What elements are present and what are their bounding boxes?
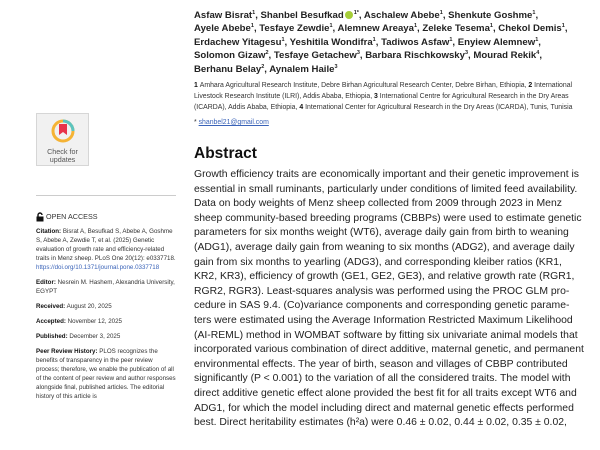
abstract-line: ADG1, for which the model including direct and maternal genetic effects performed	[194, 402, 574, 414]
author-affiliation-marker: 1	[561, 23, 565, 30]
author-name: Asfaw Bisrat	[194, 10, 253, 21]
author-name: , Tadiwos Asfaw	[375, 36, 450, 48]
editor	[36, 278, 176, 296]
peer-review-history	[36, 347, 176, 401]
email-link[interactable]: shanbel21@gmail.com	[198, 119, 269, 127]
author-affiliation-marker: 1	[413, 23, 418, 30]
citation-label: Citation:	[36, 228, 62, 235]
article-info-column	[36, 227, 176, 401]
abstract-line: cedure in SAS 9.4. (Co)variance components and corresponding genetic parame-	[194, 300, 570, 312]
author-line	[194, 9, 594, 22]
author-name: , Aynalem Haile	[264, 63, 335, 75]
author-affiliation-marker: 1*	[353, 9, 359, 16]
received-label: Received:	[36, 303, 66, 310]
author-affiliation-marker: 3	[334, 63, 338, 70]
author-name: , Barbara Rischkowsky	[359, 50, 465, 62]
author-affiliation-marker: 1	[449, 36, 453, 43]
corresponding-email	[194, 118, 594, 128]
author-name: ,	[539, 50, 543, 62]
affil-num: 3	[374, 93, 378, 101]
citation-text: Bisrat A, Besufkad S, Abebe A, Goshme S, Abebe A, Zewdie T, et al. (2025) Genetic evaluation of growth rate and efficiency-related traits in Menz sheep. PLoS One 20(12): e0337718.	[36, 228, 176, 262]
check-updates-icon	[51, 119, 75, 143]
abstract-line: KR2, KR3), efficiency of growth (GE1, GE2, GE3), and relative growth rate (RGR1,	[194, 271, 575, 283]
abstract-line: Growth efficiency traits are economically important and their genetic improvement is	[194, 169, 580, 181]
author-name: , Tesfaye Zewdie	[253, 23, 330, 35]
author-name: ,	[564, 23, 568, 35]
author-name: Ayele Abebe	[194, 23, 251, 35]
author-name: , Aschalew Abebe	[358, 10, 440, 21]
corresponding-marker: *	[194, 119, 197, 127]
peer-review-label: Peer Review History:	[36, 348, 98, 355]
author-name: , Chekol Demis	[492, 23, 562, 35]
check-updates-label: updates	[49, 154, 76, 164]
abstract-line: parameters for six months weight (WT6), average daily gain from birth to weaning	[194, 227, 569, 239]
author-name: , Mourad Rekik	[468, 50, 537, 62]
abstract-line: incorporated various combination of direct additive, maternal genetic, and permanent	[194, 344, 584, 356]
accepted-text: November 12, 2025	[67, 318, 123, 325]
author-name: , Alemnew Areaya	[332, 23, 414, 35]
affil-num: 4	[299, 104, 304, 112]
open-access-label: OPEN ACCESS	[46, 212, 98, 221]
author-name: , Zeleke Tesema	[417, 23, 490, 35]
author-name: Erdachew Yitagesu	[194, 36, 282, 48]
author-affiliation-marker: 4	[536, 50, 540, 57]
affil-text: International Livestock Research Institute (ILRI), Addis Ababa, Ethiopia,	[194, 82, 573, 101]
abstract-line: best. Direct heritability estimates (h²a) were 0.46 ± 0.02, 0.44 ± 0.02, 0.35 ± 0.02,	[194, 417, 567, 429]
abstract-line: environmental effects. The year of birth, season and villages of CBBP contributed	[194, 358, 568, 370]
author-affiliation-marker: 1	[535, 36, 539, 43]
author-affiliation-marker: 1	[329, 23, 333, 30]
open-lock-icon	[36, 212, 44, 222]
author-name: ,	[535, 10, 539, 21]
article-main-column	[194, 9, 594, 431]
editor-text: Nesrein M. Hashem, Alexandria University, EGYPT	[36, 279, 175, 295]
check-updates-label: Check for	[47, 147, 78, 156]
citation	[36, 227, 176, 272]
author-list	[194, 9, 594, 76]
abstract-line: sheep community-based breeding programs (CBBPs) were used to estimate genetic	[194, 212, 582, 224]
orcid-icon[interactable]	[345, 11, 353, 19]
published-text: December 3, 2025	[69, 333, 121, 340]
author-name: , Enyiew Alemnew	[452, 36, 536, 48]
accepted-label: Accepted:	[36, 318, 66, 325]
received-date	[36, 302, 176, 311]
author-affiliation-marker: 1	[439, 9, 443, 16]
author-name: Berhanu Belay	[194, 63, 262, 75]
author-name: , Tesfaye Getachew	[268, 50, 357, 62]
peer-review-text: PLOS recognizes the benefits of transparency in the peer review process; therefore, we enable the publication of all of the content of peer review and author responses alongside final, published articles. The editorial history of this article is	[36, 348, 176, 400]
published-label: Published:	[36, 333, 68, 340]
author-affiliation-marker: 3	[356, 50, 360, 57]
doi-link[interactable]: https://doi.org/10.1371/journal.pone.0337718	[36, 264, 160, 271]
author-affiliation-marker: 3	[464, 50, 469, 57]
author-affiliation-marker: 1	[532, 9, 536, 16]
received-text: August 20, 2025	[66, 303, 112, 310]
abstract-line: gain from six months to yearling (ADG3), and corresponding kleiber ratios (KR1,	[194, 256, 562, 268]
abstract-line: direct additive genetic effect alone provided the best fit for all traits except WT6 and	[194, 387, 577, 399]
divider	[36, 195, 176, 196]
author-affiliation-marker: 1	[489, 23, 493, 30]
open-access	[36, 212, 98, 222]
abstract-body	[194, 168, 594, 431]
author-line	[194, 49, 594, 62]
author-name: , Shanbel Besufkad	[255, 10, 344, 21]
author-affiliation-marker: 1	[250, 23, 254, 30]
author-affiliation-marker: 1	[252, 9, 256, 16]
affil-text: Amhara Agricultural Research Institute, Debre Birhan Agricultural Research Center, Debre Birhan, Ethiopia,	[199, 82, 527, 90]
author-line	[194, 36, 594, 49]
affil-text: International Centre for Agricultural Research in the Dry Areas (ICARDA), Addis Ababa, Ethiopia,	[194, 93, 569, 112]
affil-num: 2	[528, 82, 533, 90]
author-affiliation-marker: 1	[372, 36, 376, 43]
editor-label: Editor:	[36, 279, 56, 286]
author-affiliation-marker: 2	[261, 63, 265, 70]
author-line	[194, 63, 594, 76]
abstract-line: RGR2, RGR3). Least-squares analysis was performed using the PROC GLM pro-	[194, 285, 570, 297]
affiliations	[194, 80, 594, 113]
abstract-line: essential in small ruminants, particularly under conditions of limited feed availability.	[194, 183, 578, 195]
abstract-line: Data on body weights of Menz sheep collected from 2009 through 2023 in Menz	[194, 198, 562, 210]
abstract-line: (AI-REML) method in WOMBAT software by fitting six univariate animal models that	[194, 329, 578, 341]
check-for-updates-badge[interactable]	[36, 113, 89, 166]
author-name: Solomon Gizaw	[194, 50, 266, 62]
published-date	[36, 332, 176, 341]
affil-num: 1	[194, 82, 198, 90]
author-name: ,	[538, 36, 541, 48]
abstract-line: (ADG1), average daily gain from weaning to six months (ADG2), and average daily	[194, 242, 575, 253]
abstract-heading: Abstract	[194, 145, 257, 163]
author-line	[194, 22, 594, 35]
accepted-date	[36, 317, 176, 326]
author-affiliation-marker: 1	[281, 36, 285, 43]
author-name: , Shenkute Goshme	[442, 10, 533, 21]
abstract-line: ters were estimated using the Average Information Restricted Maximum Likelihood	[194, 314, 573, 326]
affil-text: International Center for Agricultural Research in the Dry Areas (ICARDA), Tunis, Tunisia	[305, 104, 573, 112]
abstract-line: significantly (P < 0.001) to the variation of all the considered traits. The model with	[194, 373, 571, 385]
author-name: , Yeshitila Wondifra	[284, 36, 373, 48]
author-affiliation-marker: 2	[265, 50, 269, 57]
